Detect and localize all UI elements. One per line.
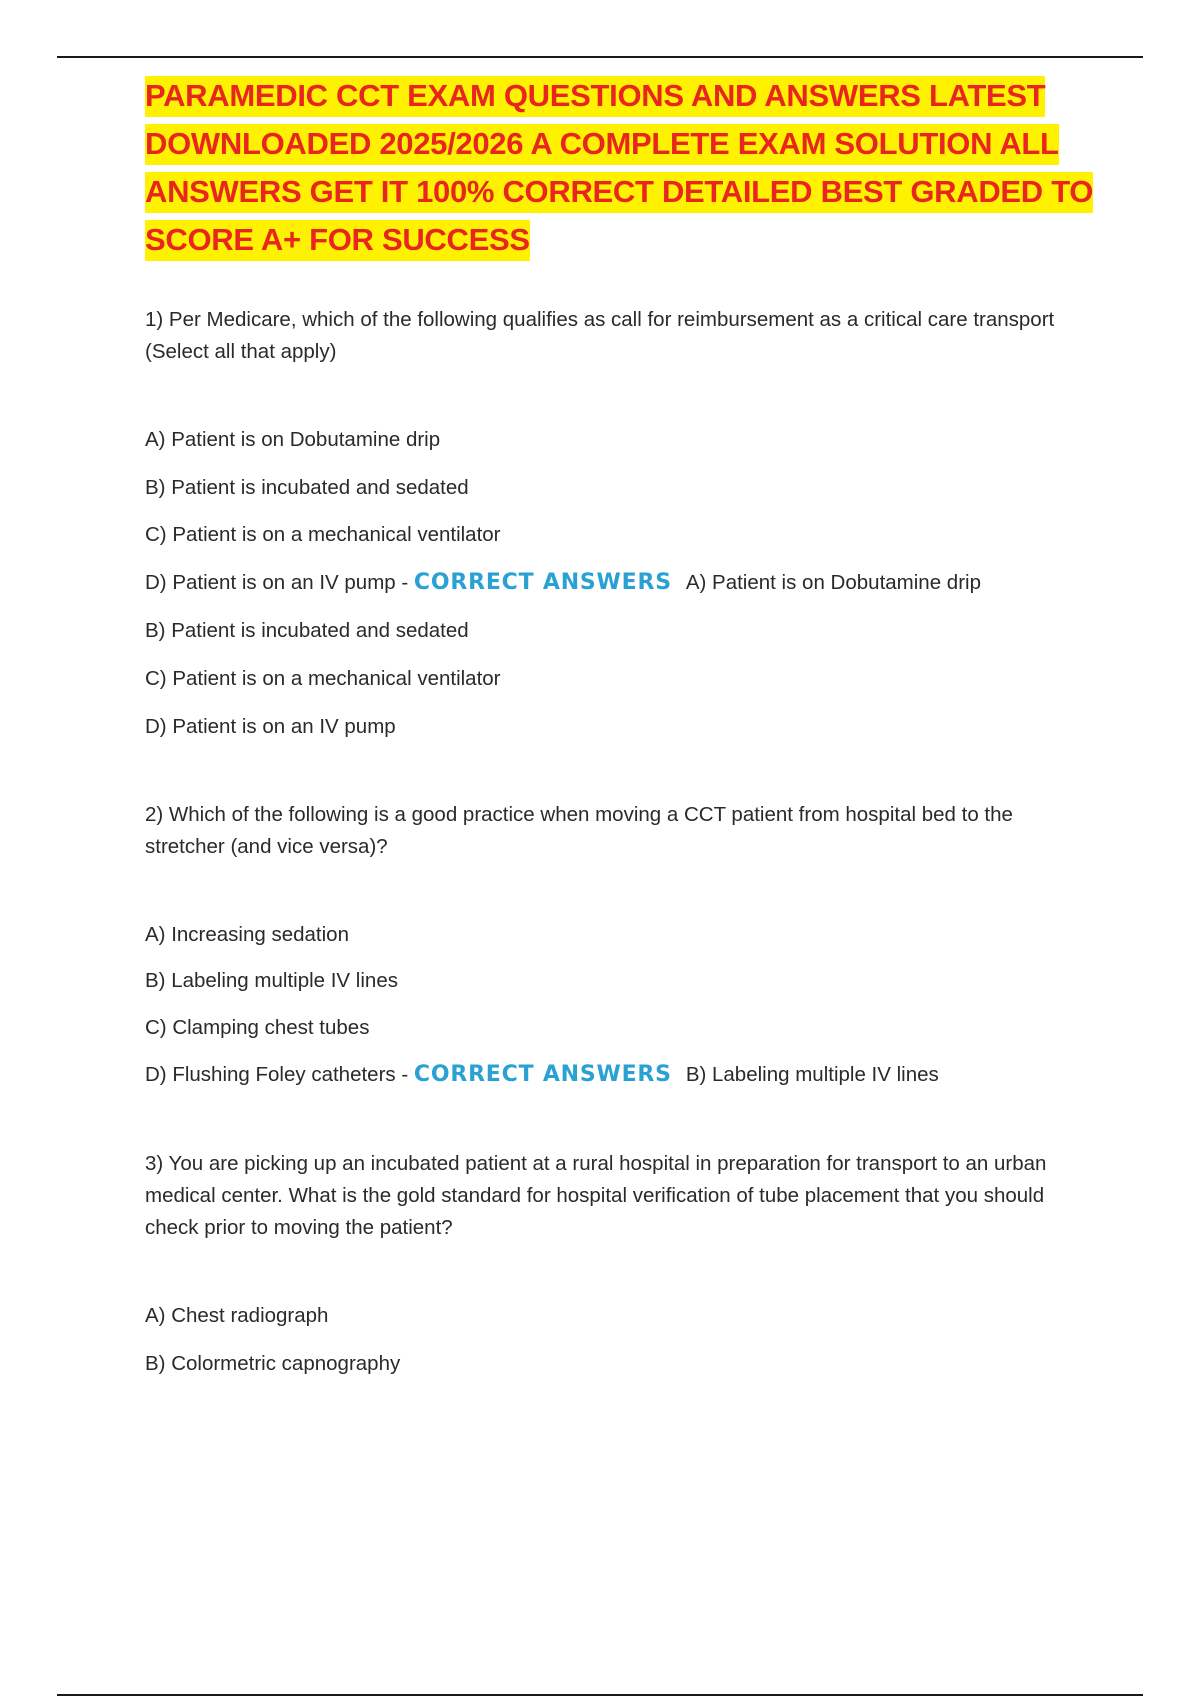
q1-option-a: A) Patient is on Dobutamine drip — [145, 428, 441, 451]
correct-answers-label: CORRECT ANSWERS — [413, 570, 672, 595]
document-body — [145, 72, 1095, 1378]
q2-option-a: A) Increasing sedation — [145, 923, 349, 946]
q2-option-b: B) Labeling multiple IV lines — [145, 969, 398, 992]
q1-option-c: C) Patient is on a mechanical ventilator — [145, 523, 501, 546]
separator: - — [395, 571, 414, 594]
title-highlight: PARAMEDIC CCT EXAM QUESTIONS AND ANSWERS LATEST DOWNLOADED 2025/2026 A COMPLETE EXAM SOLUTION ALL ANSWERS GET IT 100% CORRECT DETAILED BEST GRADED TO SCORE A+ FOR SUCCESS — [145, 76, 1093, 261]
q2-option-d-with-answer — [145, 1061, 1095, 1089]
footer-rule — [57, 1694, 1143, 1696]
q2-option-d: D) Flushing Foley catheters — [145, 1063, 396, 1086]
q3-option-b: B) Colormetric capnography — [145, 1352, 401, 1375]
document-title — [145, 72, 1095, 264]
question-2-text: 2) Which of the following is a good practice when moving a CCT patient from hospital bed to the stretcher (and vice versa)? — [145, 803, 1013, 858]
q1-answer-4: D) Patient is on an IV pump — [145, 715, 396, 738]
q1-option-d-with-answer — [145, 569, 1095, 597]
q2-option-c: C) Clamping chest tubes — [145, 1016, 370, 1039]
q1-option-d: D) Patient is on an IV pump — [145, 571, 396, 594]
separator: - — [395, 1063, 414, 1086]
q1-answer-3: C) Patient is on a mechanical ventilator — [145, 667, 501, 690]
question-1-text: 1) Per Medicare, which of the following qualifies as call for reimbursement as a critical care transport (Select all that apply) — [145, 308, 1055, 363]
q2-answer-1: B) Labeling multiple IV lines — [685, 1063, 939, 1086]
q1-answer-1: A) Patient is on Dobutamine drip — [685, 571, 981, 594]
question-3-text: 3) You are picking up an incubated patient at a rural hospital in preparation for transport to an urban medical center. What is the gold standard for hospital verification of tube placement that you should check prior to moving the patient? — [145, 1152, 1047, 1239]
header-rule — [57, 56, 1143, 58]
correct-answers-label: CORRECT ANSWERS — [413, 1062, 672, 1087]
q3-option-a: A) Chest radiograph — [145, 1304, 329, 1327]
q1-answer-2: B) Patient is incubated and sedated — [145, 619, 469, 642]
q1-option-b: B) Patient is incubated and sedated — [145, 476, 469, 499]
